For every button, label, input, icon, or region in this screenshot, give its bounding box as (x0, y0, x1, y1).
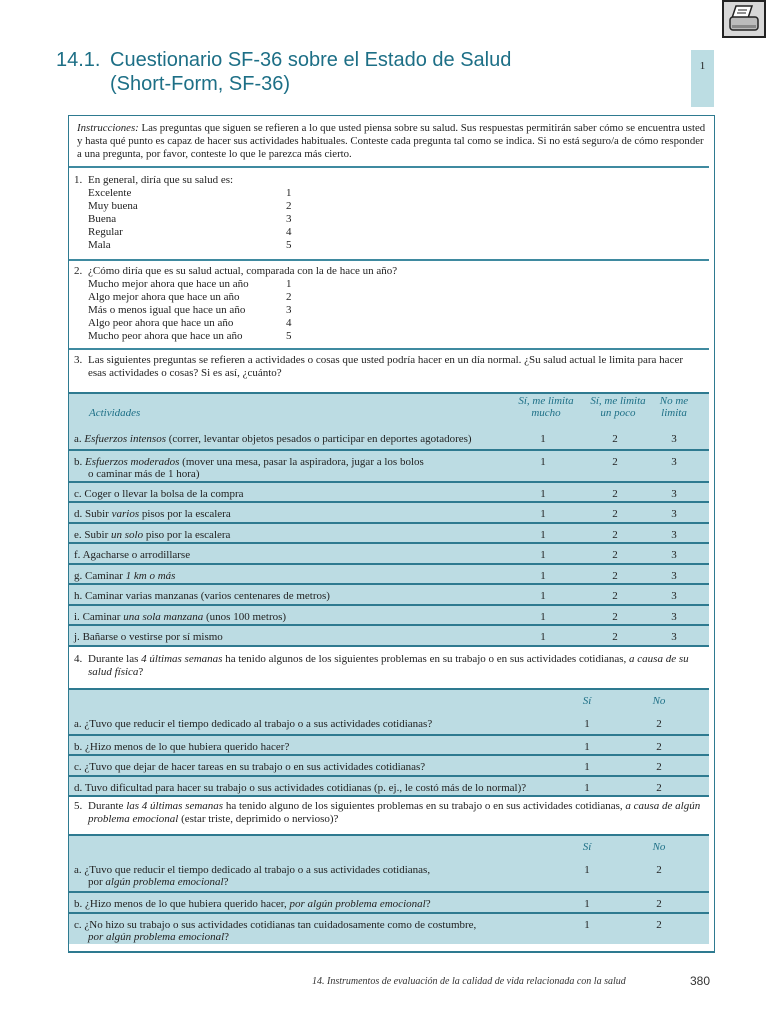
title-line-1: Cuestionario SF-36 sobre el Estado de Salud (110, 49, 512, 71)
question-3 (74, 354, 709, 380)
table-row (69, 912, 709, 944)
activity-text: d. Subir varios pisos por la escalera (74, 508, 231, 520)
question-text: a. ¿Tuvo que reducir el tiempo dedicado al trabajo o a sus actividades cotidianas, por algún problema emocional? (74, 864, 431, 888)
answer-value: 2 (612, 590, 618, 602)
question-text: a. ¿Tuvo que reducir el tiempo dedicado al trabajo o a sus actividades cotidianas? (74, 718, 433, 730)
header-col3: No me limita (659, 395, 689, 419)
header-no: No (652, 695, 666, 707)
option-label: Algo mejor ahora que hace un año (88, 291, 240, 303)
table-row (69, 583, 709, 604)
option-value: 1 (286, 187, 292, 199)
answer-no: 2 (656, 718, 662, 730)
table-row (69, 624, 709, 645)
footer-text: 14. Instrumentos de evaluación de la calidad de vida relacionada con la salud (312, 976, 626, 987)
answer-value: 1 (540, 610, 546, 623)
answer-value: 1 (540, 549, 546, 561)
answer-no: 2 (656, 864, 662, 876)
activity-text: i. Caminar una sola manzana (unos 100 metros) (74, 610, 287, 623)
answer-option (88, 291, 709, 304)
answer-si: 1 (584, 718, 590, 730)
answer-option (88, 226, 709, 239)
answer-value: 2 (612, 487, 618, 500)
answer-value: 1 (540, 433, 546, 445)
answer-si: 1 (584, 864, 590, 876)
header-col2: Sí, me limita un poco (590, 395, 646, 419)
table-row (69, 501, 709, 522)
option-value: 5 (286, 330, 292, 342)
q1-number: 1. (74, 174, 83, 186)
answer-value: 2 (612, 508, 618, 520)
answer-value: 3 (671, 433, 677, 445)
instructions-text: Las preguntas que siguen se refieren a lo que usted piensa sobre su salud. Sus respuestas permitirán saber cómo se encuentra usted y hasta qué punto es capaz de hacer sus actividades habituales. Conteste cada pregunta tal como se indica. Si no está seguro/a de cómo responder a una pregunta, por favor, conteste lo que le parezca más cierto. (77, 122, 706, 160)
activity-text: a. Esfuerzos intensos (correr, levantar objetos pesados o participar en deportes agotadores) (74, 433, 472, 445)
instructions (77, 122, 707, 161)
answer-value: 2 (612, 549, 618, 561)
answer-option (88, 278, 709, 291)
divider (69, 348, 709, 350)
option-value: 2 (286, 291, 292, 303)
emotional-problems-table (69, 834, 709, 944)
answer-option (88, 187, 709, 200)
option-label: Mucho peor ahora que hace un año (88, 330, 243, 342)
q3-number: 3. (74, 354, 83, 366)
question-5: 5. Durante las 4 últimas semanas ha tenido alguno de los siguientes problemas en su trabajo o en sus actividades cotidianas, a causa de algún problema emocional (estar triste, deprimido o nervioso)? (74, 800, 701, 825)
option-label: Regular (88, 226, 123, 238)
answer-value: 3 (671, 528, 677, 541)
page-title (56, 48, 511, 96)
questionnaire-box (68, 115, 715, 953)
activity-text: j. Bañarse o vestirse por sí mismo (74, 631, 223, 643)
header-no: No (652, 841, 666, 853)
answer-value: 3 (671, 455, 677, 468)
header-si: Sí (582, 695, 592, 707)
option-value: 3 (286, 213, 292, 225)
option-value: 4 (286, 317, 292, 329)
answer-option (88, 304, 709, 317)
table-row (69, 563, 709, 584)
table-row (69, 428, 709, 449)
option-value: 5 (286, 239, 292, 251)
answer-si: 1 (584, 781, 590, 794)
option-value: 3 (286, 304, 292, 316)
activity-text: g. Caminar 1 km o más (74, 569, 176, 582)
answer-option (88, 317, 709, 330)
table-header (69, 836, 709, 859)
activity-text: b. Esfuerzos moderados (mover una mesa, pasar la aspiradora, jugar a los bolos o caminar más de 1 hora) (74, 455, 424, 480)
option-value: 1 (286, 278, 292, 290)
question-text: d. Tuvo dificultad para hacer su trabajo o sus actividades cotidianas (p. ej., le costó más de lo normal)? (74, 781, 527, 794)
header-activities: Actividades (89, 407, 141, 419)
question-4: 4. Durante las 4 últimas semanas ha tenido algunos de los siguientes problemas en su trabajo o en sus actividades cotidianas, a causa de su salud física? (74, 653, 689, 678)
header-col1: Sí, me limita mucho (518, 395, 574, 419)
section-number: 14.1. (56, 49, 101, 71)
table-row (69, 891, 709, 912)
answer-si: 1 (584, 918, 590, 931)
q3-text: Las siguientes preguntas se refieren a actividades o cosas que usted podría hacer en un día normal. ¿Su salud actual le limita para hacer esas actividades o cosas? Si es así, ¿cuánto? (88, 354, 683, 379)
side-tab: 1 (691, 50, 714, 107)
divider (69, 166, 709, 168)
question-text: b. ¿Hizo menos de lo que hubiera querido hacer, por algún problema emocional? (74, 898, 431, 910)
option-label: Muy buena (88, 200, 138, 212)
answer-option (88, 330, 709, 343)
answer-no: 2 (656, 918, 662, 931)
table-row (69, 449, 709, 481)
table-row (69, 734, 709, 755)
answer-value: 2 (612, 433, 618, 445)
answer-option (88, 213, 709, 226)
answer-value: 3 (671, 631, 677, 643)
q2-number: 2. (74, 265, 83, 277)
answer-no: 2 (656, 781, 662, 794)
answer-value: 2 (612, 569, 618, 582)
answer-value: 1 (540, 455, 546, 468)
answer-si: 1 (584, 761, 590, 773)
physical-health-table (69, 688, 709, 797)
table-row (69, 859, 709, 891)
answer-value: 1 (540, 631, 546, 643)
instructions-label: Instrucciones: (77, 122, 139, 134)
option-label: Algo peor ahora que hace un año (88, 317, 234, 329)
answer-value: 1 (540, 487, 546, 500)
table-row (69, 522, 709, 543)
question-2 (74, 265, 709, 343)
q1-text: En general, diría que su salud es: (88, 174, 234, 186)
q4-number: 4. (74, 653, 83, 665)
question-text: c. ¿Tuvo que dejar de hacer tareas en su trabajo o en sus actividades cotidianas? (74, 761, 426, 773)
option-label: Más o menos igual que hace un año (88, 304, 246, 316)
option-label: Excelente (88, 187, 132, 199)
answer-value: 1 (540, 528, 546, 541)
answer-value: 3 (671, 549, 677, 561)
activity-text: h. Caminar varias manzanas (varios centenares de metros) (74, 590, 330, 602)
table-header (69, 690, 709, 713)
answer-value: 1 (540, 508, 546, 520)
table-row (69, 754, 709, 775)
table-row (69, 542, 709, 563)
answer-no: 2 (656, 740, 662, 753)
answer-no: 2 (656, 898, 662, 910)
answer-value: 2 (612, 455, 618, 468)
answer-value: 2 (612, 610, 618, 623)
print-button[interactable] (722, 0, 766, 38)
page-number: 380 (690, 974, 711, 988)
question-text: b. ¿Hizo menos de lo que hubiera querido hacer? (74, 740, 290, 753)
answer-value: 1 (540, 590, 546, 602)
table-row (69, 481, 709, 502)
answer-value: 3 (671, 610, 677, 623)
answer-si: 1 (584, 740, 590, 753)
table-row (69, 604, 709, 625)
answer-value: 3 (671, 508, 677, 520)
question-text: c. ¿No hizo su trabajo o sus actividades cotidianas tan cuidadosamente como de costumbre, por algún problema emocional? (74, 918, 477, 943)
answer-value: 3 (671, 590, 677, 602)
option-label: Mucho mejor ahora que hace un año (88, 278, 249, 290)
activity-text: c. Coger o llevar la bolsa de la compra (74, 487, 244, 500)
option-value: 2 (286, 200, 292, 212)
answer-no: 2 (656, 761, 662, 773)
question-1 (74, 174, 709, 252)
title-line-2: (Short-Form, SF-36) (110, 73, 291, 95)
answer-value: 3 (671, 487, 677, 500)
answer-option (88, 239, 709, 252)
q2-text: ¿Cómo diría que es su salud actual, comparada con la de hace un año? (88, 265, 398, 277)
table-row (69, 713, 709, 734)
answer-option (88, 200, 709, 213)
q5-number: 5. (74, 800, 83, 812)
answer-value: 2 (612, 528, 618, 541)
divider (69, 259, 709, 261)
activities-table (69, 392, 709, 647)
header-si: Sí (582, 841, 592, 853)
option-label: Buena (88, 213, 117, 225)
option-value: 4 (286, 226, 292, 238)
table-row (69, 775, 709, 796)
option-label: Mala (88, 239, 111, 251)
answer-value: 3 (671, 569, 677, 582)
answer-value: 2 (612, 631, 618, 643)
printer-icon (727, 4, 761, 34)
activity-text: f. Agacharse o arrodillarse (74, 549, 191, 561)
table-header (69, 394, 709, 428)
answer-si: 1 (584, 898, 590, 910)
activity-text: e. Subir un solo piso por la escalera (74, 528, 231, 541)
answer-value: 1 (540, 569, 546, 582)
